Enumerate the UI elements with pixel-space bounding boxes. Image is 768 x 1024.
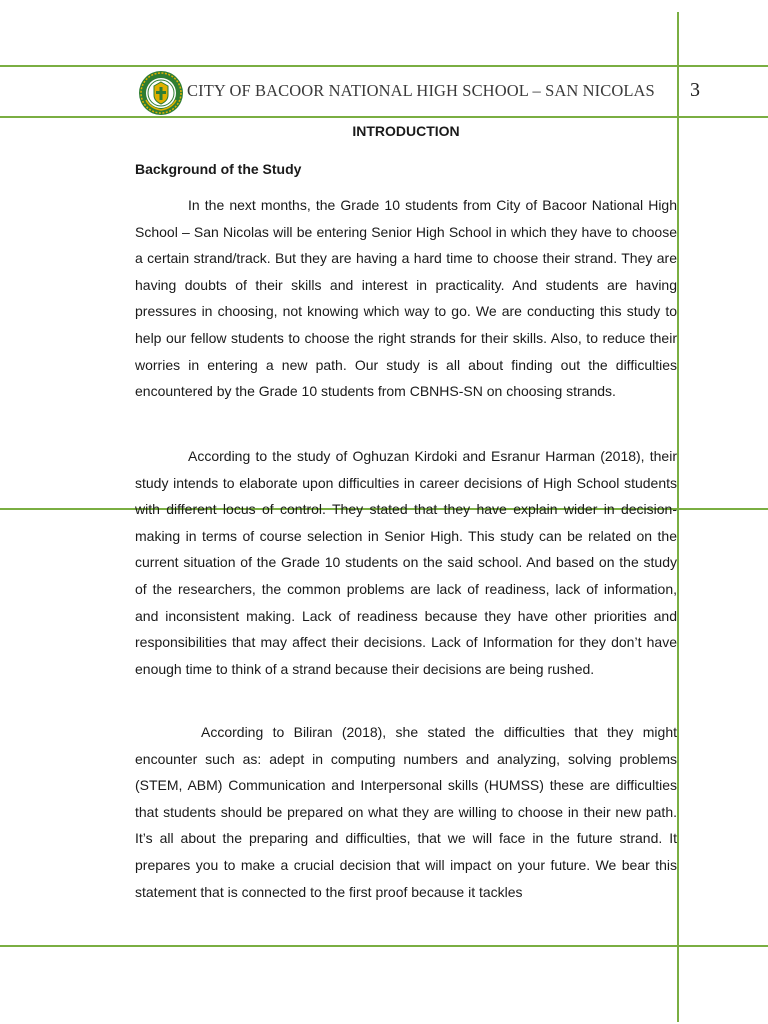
document-title: INTRODUCTION (352, 123, 460, 139)
body-paragraph: According to the study of Oghuzan Kirdoki and Esranur Harman (2018), their study intends to elaborate upon difficulties in career decisions of High School students with different locus of control. They stated that they have explain wider in decision-making in terms of course selection in Senior High. This study can be related on the current situation of the Grade 10 students on the said school. And based on the study of the researchers, the common problems are lack of readiness, lack of information, and inconsistent making. Lack of readiness because they have other priorities and responsibilities that may affect their decisions. Lack of Information for they don’t have enough time to think of a strand because their decisions are being rushed. (135, 448, 677, 677)
page-number: 3 (690, 79, 700, 101)
school-seal-icon (138, 70, 184, 116)
section-heading: Background of the Study (135, 161, 302, 177)
school-name: CITY OF BACOOR NATIONAL HIGH SCHOOL – SAN NICOLAS (187, 81, 655, 100)
header-top-rule (0, 65, 768, 67)
header-bottom-rule (0, 116, 768, 118)
body-paragraph: In the next months, the Grade 10 students from City of Bacoor National High School – San Nicolas will be entering Senior High School in which they have to choose a certain strand/track. But they are having a hard time to choose their strand. They are having doubts of their skills and interest in practicality. And students are having pressures in choosing, not knowing which way to go. We are conducting this study to help our fellow students to choose the right strands for their skills. Also, to reduce their worries in entering a new path. Our study is all about finding out the difficulties encountered by the Grade 10 students from CBNHS-SN on choosing strands. (135, 197, 677, 400)
body-paragraph: According to Biliran (2018), she stated the difficulties that they might encounter such as: adept in computing numbers and analyzing, solving problems (STEM, ABM) Communication and Interpersonal skills (HUMSS) these are difficulties that students should be prepared on what they are willing to choose in their new path. It’s all about the preparing and difficulties, that we will face in the future strand. It prepares you to make a crucial decision that will impact on your future. We bear this statement that is connected to the first proof because it tackles (135, 724, 677, 900)
footer-rule (0, 945, 768, 947)
margin-rule (677, 12, 679, 1022)
